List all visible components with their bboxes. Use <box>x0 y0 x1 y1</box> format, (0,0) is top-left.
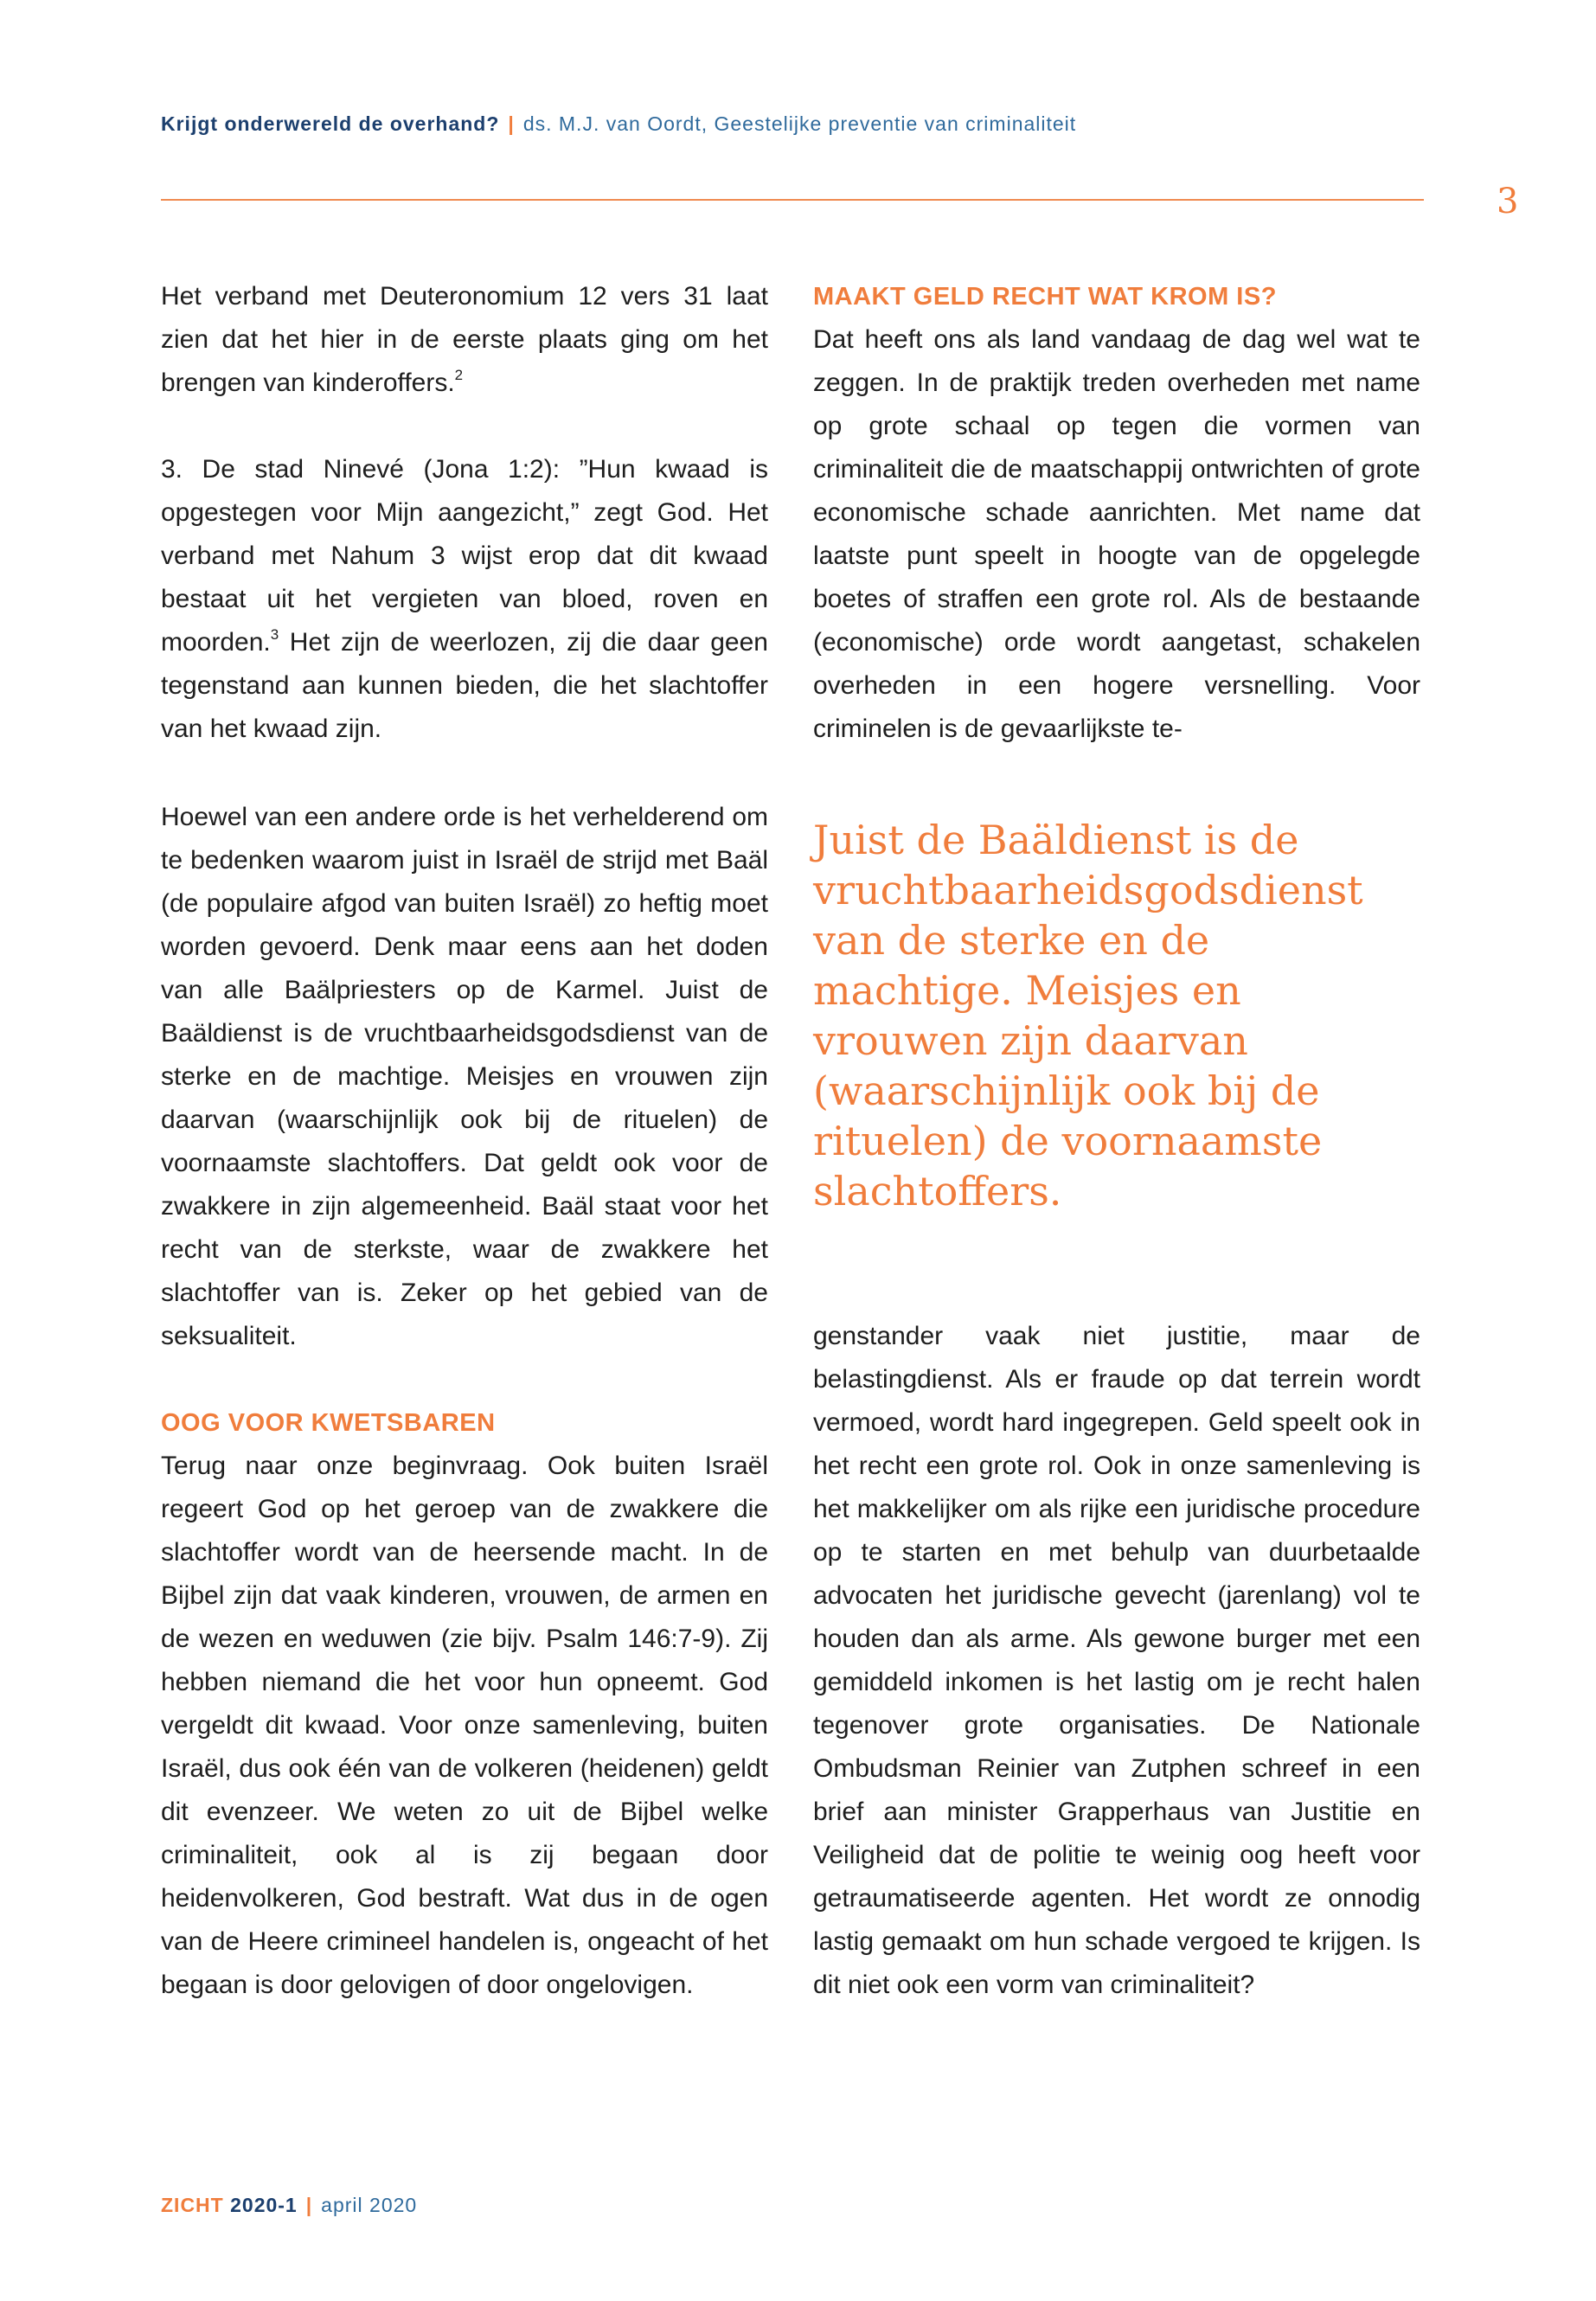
article-subtitle: ds. M.J. van Oordt, Geestelijke preventie van criminaliteit <box>522 112 1077 135</box>
body-paragraph: 3. De stad Ninevé (Jona 1:2): ”Hun kwaad is opgestegen voor Mijn aangezicht,” zegt God. Het verband met Nahum 3 wijst erop dat dit kwaad bestaat uit het vergieten van bloed, roven en moorden.$^3$ Het zijn de weerlozen, zij die daar geen tegenstand aan kunnen bieden, die het slachtoffer van het kwaad zijn. <box>161 455 768 743</box>
magazine-name: ZICHT <box>161 2194 224 2216</box>
right-column-top <box>813 275 1420 751</box>
footnote-ref: 3 <box>270 626 279 643</box>
body-paragraph: Dat heeft ons als land vandaag de dag wel wat te zeggen. In de praktijk treden overheden met name op grote schaal op tegen die vormen van criminaliteit die de maatschappij ontwrichten of grote economische schade aanrichten. Met name dat laatste punt speelt in hoogte van de opgelegde boetes of straffen een grote rol. Als de bestaande (economische) orde wordt aangetast, schakelen overheden in een hogere versnelling. Voor criminelen is de gevaarlijkste te- <box>813 325 1420 743</box>
running-header <box>161 112 1424 136</box>
section-heading: MAAKT GELD RECHT WAT KROM IS? <box>813 283 1277 311</box>
body-paragraph: Het verband met Deuteronomium 12 vers 31 laat zien dat het hier in de eerste plaats ging om het brengen van kinderoffers.$^2$ <box>161 282 768 397</box>
issue-date: april 2020 <box>321 2194 418 2216</box>
footnote-ref: 2 <box>454 367 464 383</box>
pull-quote: Juist de Baäldienst is de vruchtbaarheidsgodsdienst van de sterke en de machtige. Meisjes en vrouwen zijn daarvan (waarschijnlijk ook bij de rituelen) de voornaamste slachtoffers. <box>813 817 1363 1215</box>
header-divider <box>161 199 1424 201</box>
page-footer <box>161 2194 417 2217</box>
body-paragraph: genstander vaak niet justitie, maar de belastingdienst. Als er fraude op dat terrein wordt vermoed, wordt hard ingegrepen. Geld speelt ook in het recht een grote rol. Ook in onze samenleving is het makkelijker om als rijke een juridische procedure op te starten en met behulp van duurbetaalde advocaten het juridische gevecht (jarenlang) vol te houden dan als arme. Als gewone burger met een gemiddeld inkomen is het lastig om je recht halen tegenover grote organisaties. De Nationale Ombudsman Reinier van Zutphen schreef in een brief aan minister Grapperhaus van Justitie en Veiligheid dat de politie te weinig oog heeft voor getraumatiseerde agenten. Het wordt ze onnodig lastig gemaakt om hun schade vergoed te krijgen. Is dit niet ook een vorm van criminaliteit? <box>813 1322 1420 1999</box>
left-column-bottom <box>161 796 768 2007</box>
body-paragraph: Hoewel van een andere orde is het verhelderend om te bedenken waarom juist in Israël de strijd met Baäl (de populaire afgod van buiten Israël) zo heftig moet worden gevoerd. Denk maar eens aan het doden van alle Baälpriesters op de Karmel. Juist de Baäldienst is de vruchtbaarheidsgodsdienst van de sterke en de machtige. Meisjes en vrouwen zijn daarvan (waarschijnlijk ook bij de rituelen) de voornaamste slachtoffers. Dat geldt ook voor de zwakkere in zijn algemeenheid. Baäl staat voor het recht van de sterkste, waar de zwakkere het slachtoffer van is. Zeker op het gebied van de seksualiteit. <box>161 803 768 1350</box>
right-column-bottom <box>813 1315 1420 2007</box>
footer-separator: | <box>305 2194 313 2216</box>
left-column-top <box>161 275 768 751</box>
series-title: Krijgt onderwereld de overhand? <box>161 112 500 135</box>
page-number: 3 <box>1497 182 1519 221</box>
issue-number: 2020-1 <box>230 2194 298 2216</box>
header-separator: | <box>508 112 515 135</box>
body-paragraph: Terug naar onze beginvraag. Ook buiten Israël regeert God op het geroep van de zwakkere die slachtoffer wordt van de heersende macht. In de Bijbel zijn dat vaak kinderen, vrouwen, de armen en de wezen en weduwen (zie bijv. Psalm 146:7-9). Zij hebben niemand die het voor hun opneemt. God vergeldt dit kwaad. Voor onze samenleving, buiten Israël, dus ook één van de volkeren (heidenen) geldt dit evenzeer. We weten zo uit de Bijbel welke criminaliteit, ook al is zij begaan door heidenvolkeren, God bestraft. Wat dus in de ogen van de Heere crimineel handelen is, ongeacht of het begaan is door gelovigen of door ongelovigen. <box>161 1452 768 1999</box>
section-heading: OOG VOOR KWETSBAREN <box>161 1409 496 1437</box>
